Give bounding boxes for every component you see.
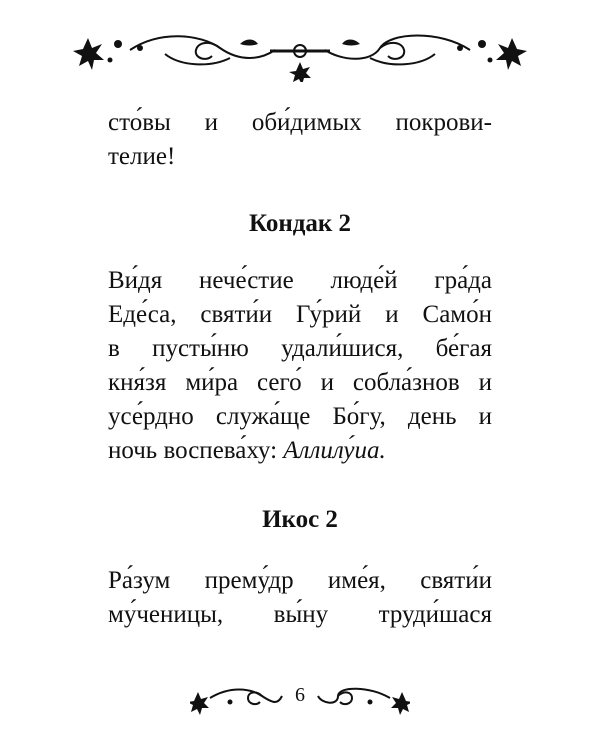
- kontakion-refrain: Аллилу́иа.: [283, 437, 386, 464]
- kontakion-last-line-text: ночь воспева́ху:: [108, 437, 278, 464]
- ikos-line-2: му́ченицы, вы́ну труди́шася: [108, 601, 492, 628]
- kontakion-line-6: [108, 434, 492, 468]
- kontakion-line-2: Еде́са, святи́и Гу́рий и Само́н: [108, 301, 492, 328]
- ikos-heading: Икос 2: [262, 506, 338, 533]
- ikos-paragraph: [108, 564, 492, 632]
- intro-paragraph: [108, 106, 492, 174]
- intro-line-1: сто́вы и оби́димых покрови-: [108, 109, 492, 136]
- kontakion-line-4: кня́зя ми́ра сего́ и собла́знов и: [108, 369, 492, 396]
- top-ornament-divider: [70, 20, 530, 82]
- kontakion-paragraph: [108, 264, 492, 468]
- kontakion-line-3: в пусты́ню удали́шися, бе́гая: [108, 335, 492, 362]
- kontakion-line-5: усе́рдно служа́ще Бо́гу, день и: [108, 403, 492, 430]
- intro-line-2: телие!: [108, 143, 176, 170]
- ikos-line-1: Ра́зум прему́др име́я, святи́и: [108, 567, 492, 594]
- page-number: 6: [295, 684, 305, 706]
- kontakion-heading: Кондак 2: [248, 210, 352, 237]
- kontakion-line-1: Ви́дя нече́стие люде́й гра́да: [108, 267, 492, 294]
